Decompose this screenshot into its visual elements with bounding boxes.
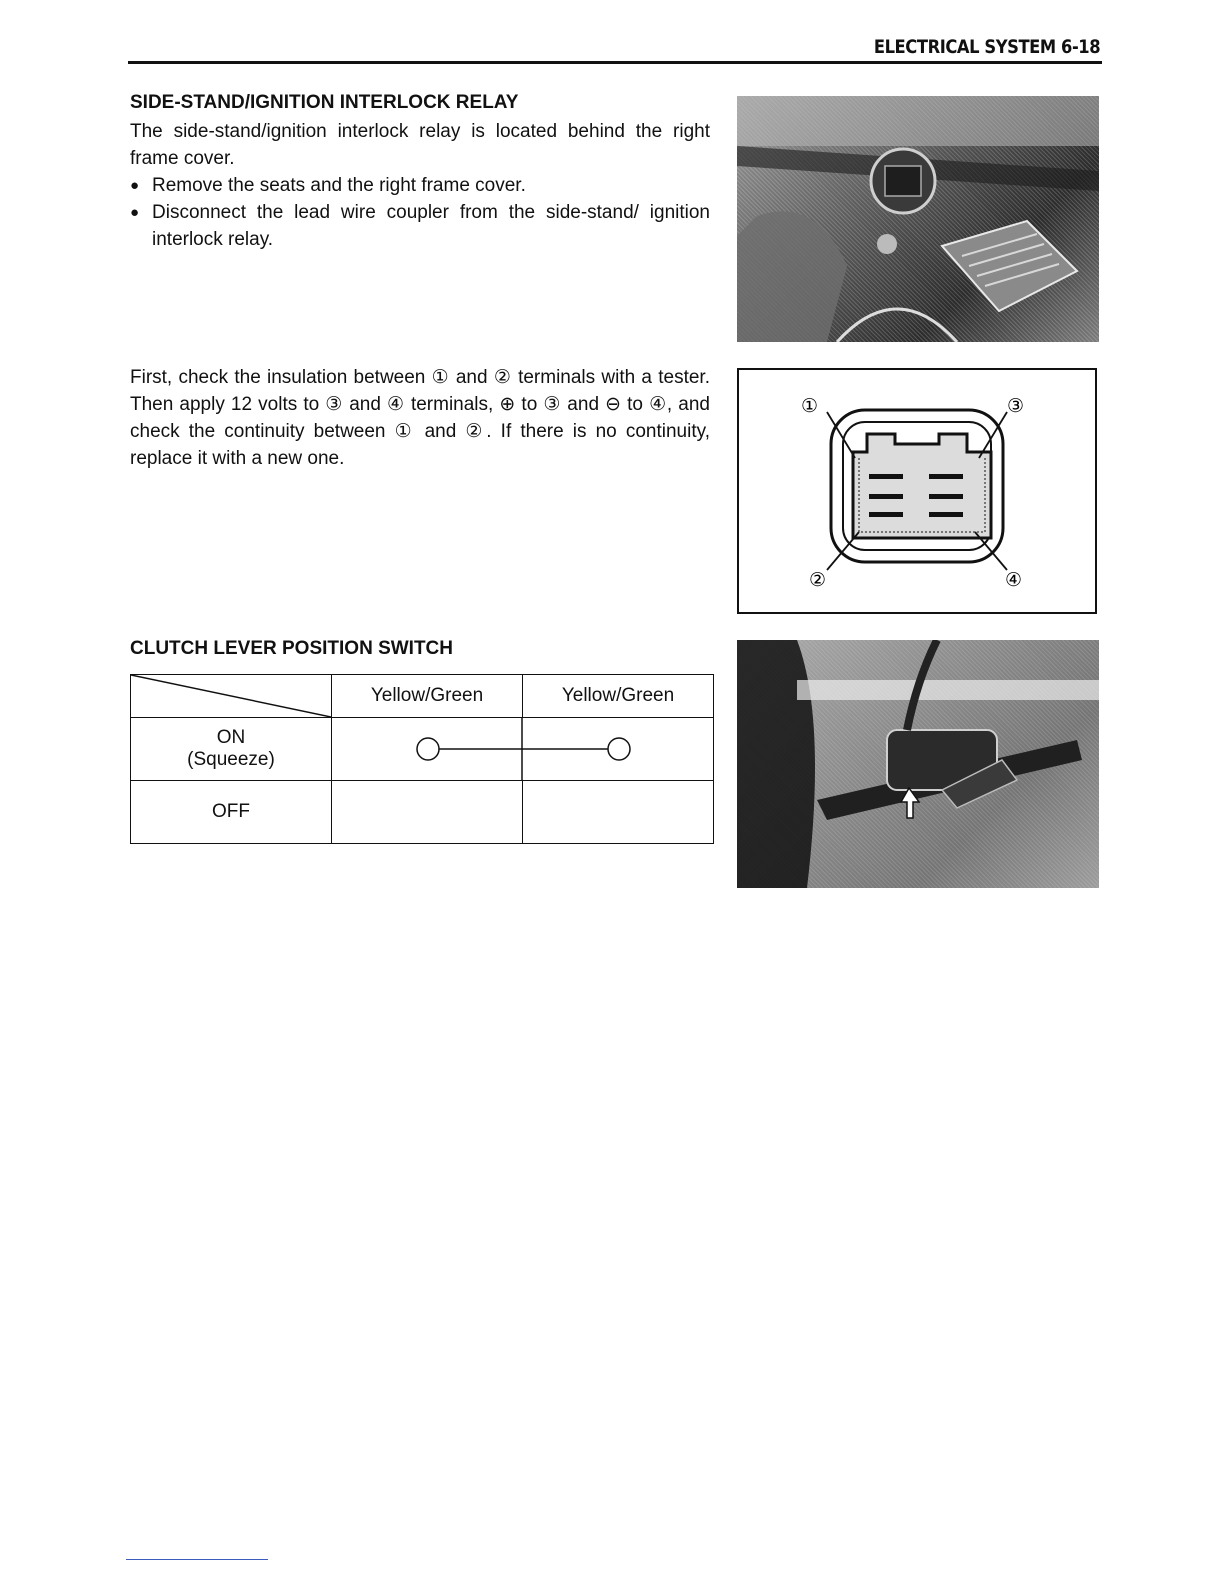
- relay-coupler-drawing: [739, 370, 1095, 612]
- relay-location-photo: [737, 96, 1099, 342]
- relay-location-text: [130, 118, 710, 253]
- terminal-label-1: ①: [801, 395, 819, 417]
- clutch-photo-detail: [737, 640, 1099, 888]
- empty-cell: [332, 781, 523, 844]
- table-row: [131, 781, 714, 844]
- header-rule: [128, 61, 1102, 64]
- relay-step-1: ● Remove the seats and the right frame cover.: [130, 172, 710, 199]
- continuity-cell: [332, 718, 714, 781]
- relay-step-2: ● Disconnect the lead wire coupler from the side-stand/ ignition interlock relay.: [130, 199, 710, 253]
- terminal-label-3: ③: [1007, 395, 1025, 417]
- table-corner-cell: [131, 675, 332, 718]
- terminal-label-2: ②: [809, 569, 827, 591]
- relay-photo-detail: [737, 96, 1099, 342]
- footer-rule: [126, 1559, 268, 1560]
- relay-inspection-text: [130, 364, 710, 472]
- row-label-on: [131, 718, 332, 781]
- section-heading-clutch: CLUTCH LEVER POSITION SWITCH: [130, 638, 453, 659]
- table-header-row: [131, 675, 714, 718]
- row-label-off: OFF: [131, 781, 332, 844]
- clutch-switch-continuity-table: [130, 674, 714, 844]
- row-label-on-line2: (Squeeze): [187, 749, 275, 770]
- relay-inspection-paragraph: First, check the insulation between ① and ② terminals with a tester. Then apply 12 volts to ③ and ④ terminals, ⊕ to ③ and ⊖ to ④, and check the continuity between ① and ②. If there is no continuity, replace it with a new one.: [130, 367, 710, 469]
- page-header-title: ELECTRICAL SYSTEM 6-18: [873, 36, 1100, 58]
- table-row: [131, 718, 714, 781]
- column-header-2: Yellow/Green: [523, 675, 714, 718]
- section-heading-relay: SIDE-STAND/IGNITION INTERLOCK RELAY: [130, 92, 519, 113]
- relay-terminal-diagram: [737, 368, 1097, 614]
- continuity-indicator: [332, 718, 712, 780]
- terminal-label-4: ④: [1005, 569, 1023, 591]
- clutch-switch-photo: [737, 640, 1099, 888]
- empty-cell: [523, 781, 714, 844]
- relay-intro-paragraph: The side-stand/ignition interlock relay is located behind the right frame cover.: [130, 121, 710, 169]
- column-header-1: Yellow/Green: [332, 675, 523, 718]
- row-label-on-line1: ON: [216, 727, 246, 748]
- corner-diagonal: [131, 675, 331, 717]
